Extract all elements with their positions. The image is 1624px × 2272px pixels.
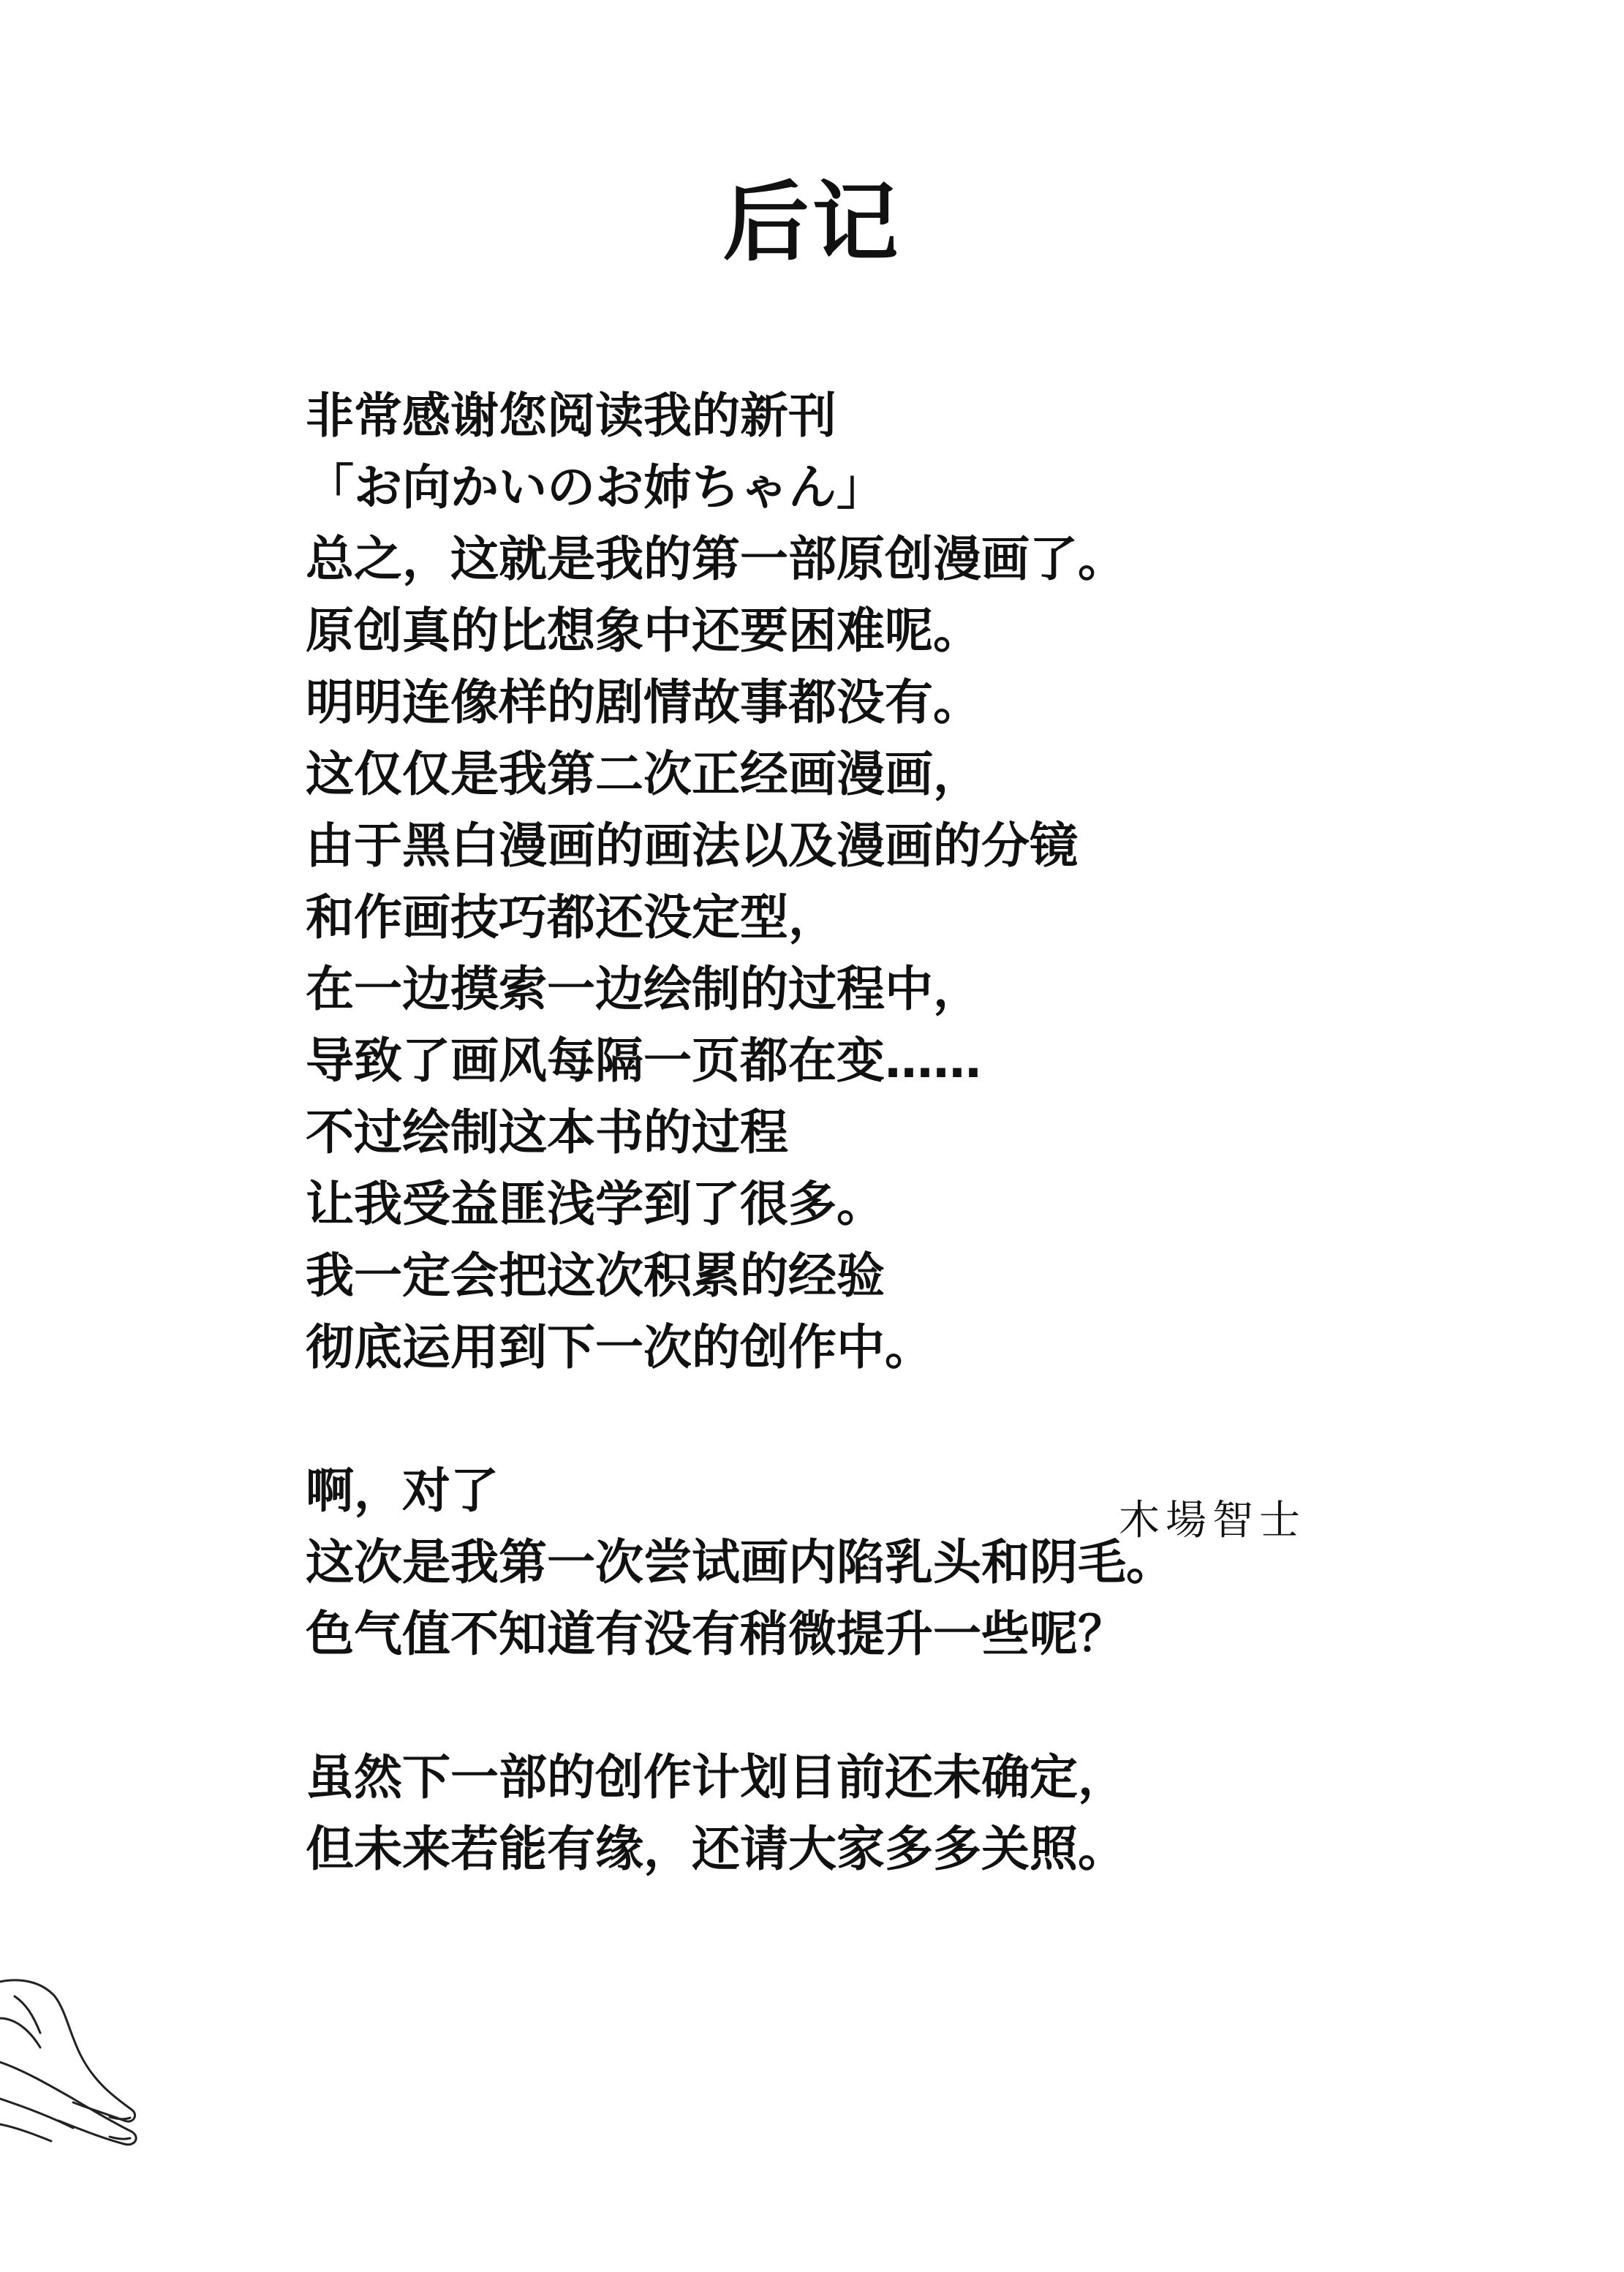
text-line: 总之，这就是我的第一部原创漫画了。 [306,531,1126,587]
text-line: 虽然下一部的创作计划目前还未确定， [306,1749,1126,1805]
text-line: 我一定会把这次积累的经验 [306,1248,885,1304]
text-line: 原创真的比想象中还要困难呢。 [306,603,981,659]
text-line: 啊，对了 [306,1463,499,1519]
text-line: 在一边摸索一边绘制的过程中， [306,961,981,1017]
text-line: 和作画技巧都还没定型， [306,889,836,946]
text-line: 不过绘制这本书的过程 [306,1104,788,1160]
text-line: 导致了画风每隔一页都在变…… [306,1033,981,1089]
text-line: 明明连像样的剧情故事都没有。 [306,674,981,731]
afterword-body [306,380,1366,1885]
paragraph-1 [306,380,1366,1384]
text-line: 色气值不知道有没有稍微提升一些呢？ [306,1606,1126,1662]
text-line: 非常感谢您阅读我的新刊 [306,388,836,444]
text-line: 这仅仅是我第二次正经画漫画， [306,746,981,802]
text-line: 让我受益匪浅学到了很多。 [306,1176,885,1232]
paragraph-3 [306,1742,1366,1885]
page-title: 后记 [722,172,902,273]
text-line: 但未来若能有缘，还请大家多多关照。 [306,1821,1126,1877]
text-line: 由于黑白漫画的画法以及漫画的分镜 [306,818,1078,874]
text-line: 「お向かいのお姉ちゃん」 [306,459,885,516]
text-line: 这次是我第一次尝试画内陷乳头和阴毛。 [306,1534,1174,1590]
paragraph-gap [306,1670,1366,1742]
paragraph-gap [306,1384,1366,1455]
text-line: 彻底运用到下一次的创作中。 [306,1319,933,1375]
hand-sketch-icon [0,1974,146,2165]
author-signature: 木場智士 [1119,1497,1306,1544]
paragraph-2 [306,1455,1366,1670]
